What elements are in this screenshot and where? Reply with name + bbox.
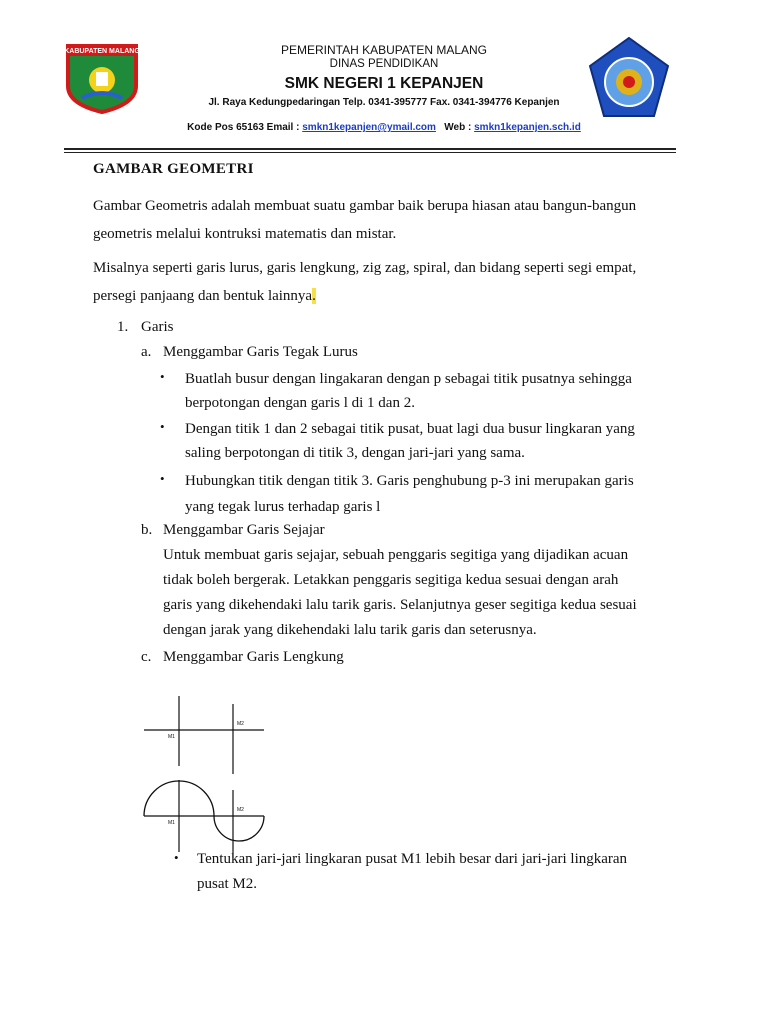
- list-number-1: 1.: [117, 319, 129, 335]
- postal-email-label: Kode Pos 65163 Email :: [187, 122, 303, 133]
- header-government: PEMERINTAH KABUPATEN MALANG: [280, 43, 488, 57]
- email-link[interactable]: smkn1kepanjen@ymail.com: [302, 122, 436, 133]
- highlight-mark: .: [312, 288, 316, 304]
- label-m1-top: M1: [168, 734, 175, 740]
- bullet: •: [160, 419, 165, 434]
- header-address: Jl. Raya Kedungpedaringan Telp. 0341-395777 Fax. 0341-394776 Kepanjen: [208, 97, 560, 108]
- list-item: Buatlah busur dengan lingakaran dengan p sebagai titik pusatnya sehingga berpotongan dengan garis l di 1 dan 2.: [185, 371, 632, 411]
- list-item: Hubungkan titik dengan titik 3. Garis penghubung p-3 ini merupakan garis yang tegak lurus terhadap garis l: [185, 473, 634, 515]
- header-divider-thin: [64, 152, 676, 153]
- list-letter-b: b.: [141, 522, 153, 538]
- list-item-garis: Garis: [141, 319, 174, 335]
- paragraph-examples: Misalnya seperti garis lurus, garis lengkung, zig zag, spiral, dan bidang seperti segi empat, persegi panjaang dan bentuk lainnya.: [93, 260, 637, 304]
- list-letter-a: a.: [141, 344, 152, 360]
- paragraph-sejajar: Untuk membuat garis sejajar, sebuah penggaris segitiga yang dijadikan acuan tidak boleh bergerak. Letakkan penggaris segitiga kedua sesuai dengan arah garis yang dikehendaki lalu tarik garis. Selanjutnya geser segitiga kedua sesuai dengan jarak yang dikehendaki lalu tarik garis dan seterusnya.: [163, 547, 637, 638]
- paragraph-definition: Gambar Geometris adalah membuat suatu gambar baik berupa hiasan atau bangun-bangun geometris melalui kontruksi matematis dan mistar.: [93, 198, 637, 242]
- label-m2-top: M2: [237, 721, 244, 727]
- curve-construction-figure: [136, 690, 272, 870]
- list-item-tentukan: Tentukan jari-jari lingkaran pusat M1 lebih besar dari jari-jari lingkaran pusat M2.: [197, 851, 628, 892]
- header-school-name: SMK NEGERI 1 KEPANJEN: [284, 75, 484, 92]
- label-m1-bottom: M1: [168, 820, 175, 826]
- bullet: •: [174, 850, 179, 865]
- page-title: GAMBAR GEOMETRI: [93, 161, 254, 177]
- bullet: •: [160, 471, 165, 486]
- web-label: Web :: [444, 122, 475, 133]
- subheading-lengkung: Menggambar Garis Lengkung: [163, 649, 344, 665]
- subheading-sejajar: Menggambar Garis Sejajar: [163, 522, 325, 538]
- header-contact: [0, 122, 768, 133]
- bullet: •: [160, 369, 165, 384]
- header-divider: [64, 148, 676, 150]
- list-letter-c: c.: [141, 649, 152, 665]
- header-department: DINAS PENDIDIKAN: [329, 58, 439, 70]
- subheading-tegak-lurus: Menggambar Garis Tegak Lurus: [163, 344, 358, 360]
- label-m2-bottom: M2: [237, 807, 244, 813]
- list-item: Dengan titik 1 dan 2 sebagai titik pusat, buat lagi dua busur lingkaran yang saling berpotongan di titik 3, dengan jari-jari yang sama.: [185, 421, 635, 461]
- web-link[interactable]: smkn1kepanjen.sch.id: [474, 122, 581, 133]
- left-logo-text: KABUPATEN MALANG: [64, 48, 140, 55]
